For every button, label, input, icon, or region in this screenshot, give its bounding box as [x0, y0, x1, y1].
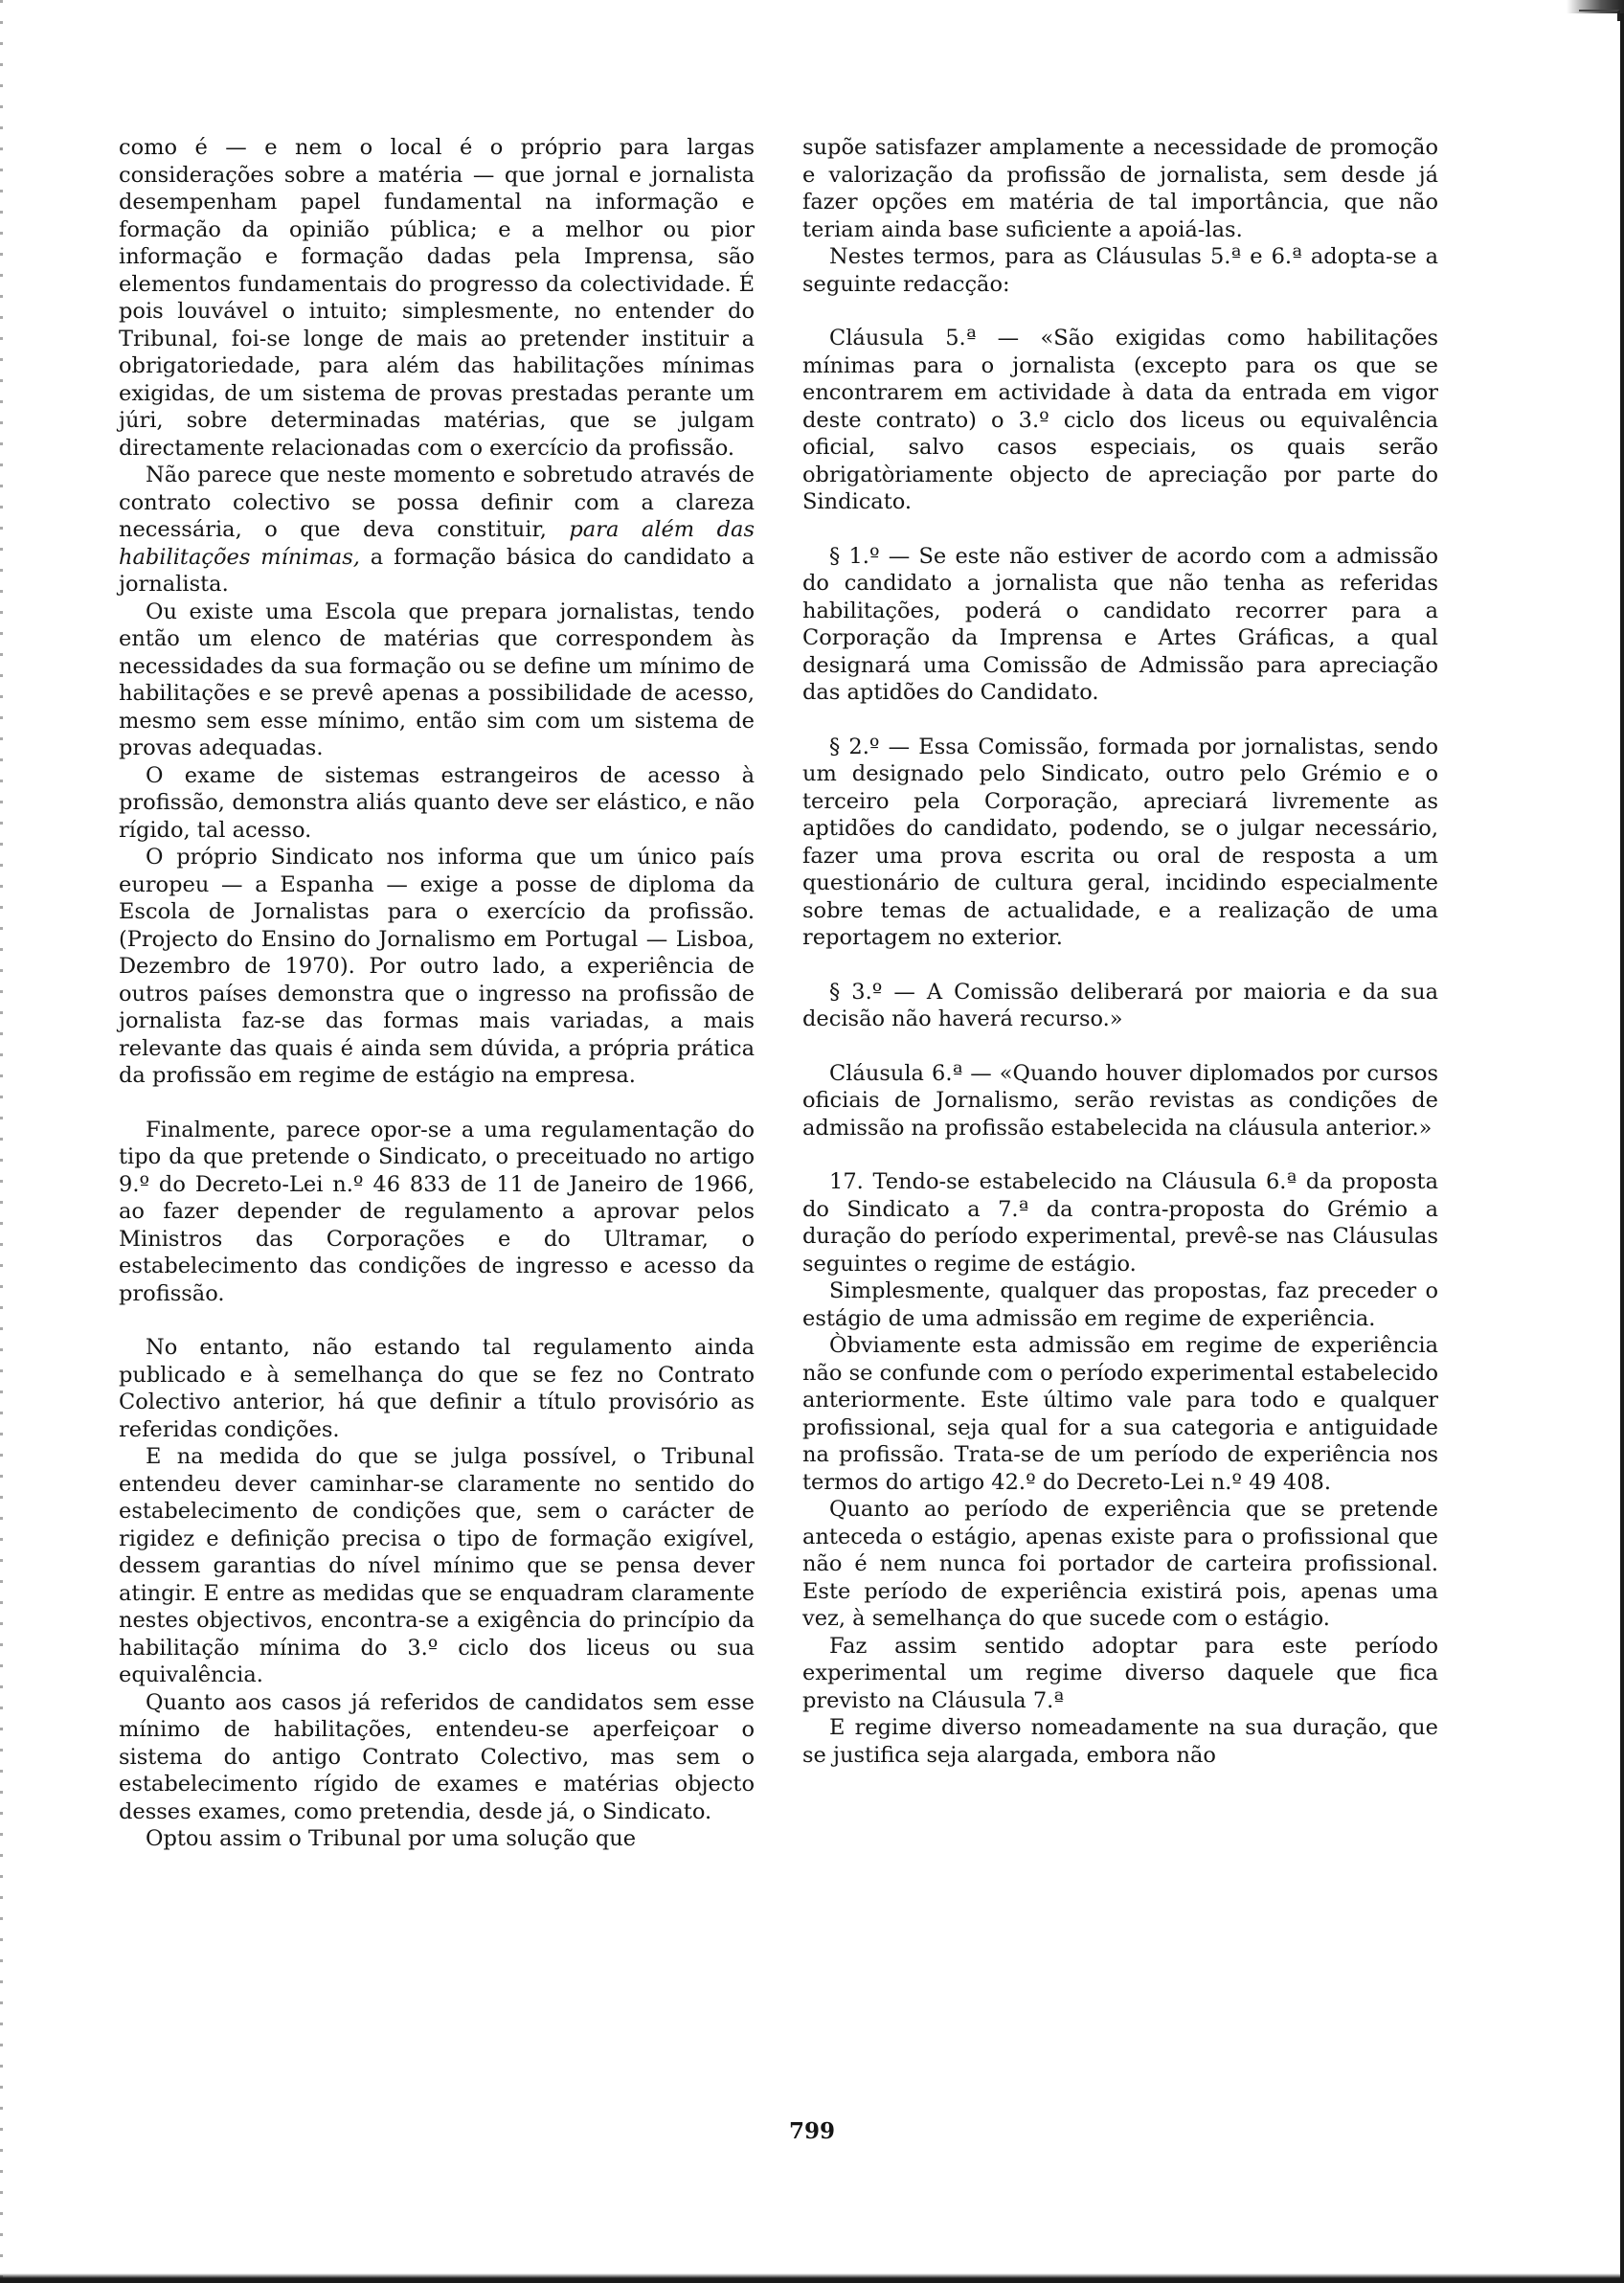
paragraph: Faz assim sentido adoptar para este período experimental um regime diverso daquele que fica previsto na Cláusula 7.ª: [802, 1633, 1438, 1713]
paragraph: No entanto, não estando tal regulamento ainda publicado e à semelhança do que se fez no Contrato Colectivo anterior, há que definir a título provisório as referidas condições.: [119, 1335, 755, 1442]
paragraph: Quanto aos casos já referidos de candidatos sem esse mínimo de habilitações, entendeu-se aperfeiçoar o sistema do antigo Contrato Colectivo, mas sem o estabelecimento rígido de exames e matérias objecto desses exames, como pretendia, desde já, o Sindicato.: [119, 1689, 755, 1824]
paragraph: Nestes termos, para as Cláusulas 5.ª e 6.ª adopta-se a seguinte redacção:: [802, 244, 1438, 297]
clause-5-section-2: § 2.º — Essa Comissão, formada por jornalistas, sendo um designado pelo Sindicato, outro pelo Grémio e o terceiro pela Corporação, apreciará livremente as aptidões do candidato, podendo, se o julgar necessário, fazer uma prova escrita ou oral de resposta a um questionário de cultura geral, incidindo especialmente sobre temas de actualidade, e a realização de uma reportagem no exterior.: [802, 734, 1438, 950]
right-column: [802, 134, 1438, 1769]
clause-5-section-1: § 1.º — Se este não estiver de acordo com a admissão do candidato a jornalista que não tenha as referidas habilitações, poderá o candidato recorrer para a Corporação da Imprensa e Artes Gráficas, a qual designará uma Comissão de Admissão para apreciação das aptidões do Candidato.: [802, 543, 1438, 705]
scan-edge-bottom: [0, 2273, 1624, 2283]
paragraph: Optou assim o Tribunal por uma solução que: [146, 1826, 637, 1851]
clause-6: Cláusula 6.ª — «Quando houver diplomados por cursos oficiais de Jornalismo, serão revistas as condições de admissão na profissão estabelecida na cláusula anterior.»: [802, 1060, 1438, 1141]
paragraph: E na medida do que se julga possível, o Tribunal entendeu dever caminhar-se claramente no sentido do estabelecimento de condições que, sem o carácter de rigidez e definição precisa o tipo de formação exigível, dessem garantias do nível mínimo que se pensa dever atingir. E entre as medidas que se enquadram claramente nestes objectivos, encontra-se a exigência do princípio da habilitação mínima do 3.º ciclo dos liceus ou sua equivalência.: [119, 1444, 755, 1687]
page-number: 799: [788, 2118, 835, 2144]
paragraph: como é — e nem o local é o próprio para largas considerações sobre a matéria — que jornal e jornalista desempenham papel fundamental na informação e formação da opinião pública; e a melhor ou pior informação e formação dadas pela Imprensa, são elementos fundamentais do progresso da colectividade. É pois louvável o intuito; simplesmente, no entender do Tribunal, foi-se longe de mais ao pretender instituir a obrigatoriedade, para além das habilitações mínimas exigidas, de um sistema de provas prestadas perante um júri, sobre determinadas matérias, que se julgam directamente relacionadas com o exercício da profissão.: [119, 135, 755, 461]
left-column: [119, 134, 755, 1853]
paragraph-text: Não parece que neste momento e sobretudo através de contrato colectivo se possa definir com a clareza necessária, o que deva constituir,: [119, 463, 755, 542]
clause-5: Cláusula 5.ª — «São exigidas como habilitações mínimas para o jornalista (excepto para os que se encontrarem em actividade à data da entrada em vigor deste contrato) o 3.º ciclo dos liceus ou equivalência oficial, salvo casos especiais, os quais serão obrigatòriamente objecto de apreciação por parte do Sindicato.: [802, 326, 1438, 514]
paragraph: [119, 462, 755, 599]
paragraph: E regime diverso nomeadamente na sua duração, que se justifica seja alargada, embora não: [802, 1715, 1438, 1768]
section-17-paragraph: 17. Tendo-se estabelecido na Cláusula 6.ª da proposta do Sindicato a 7.ª da contra-proposta do Grémio a duração do período experimental, prevê-se nas Cláusulas seguintes o regime de estágio.: [802, 1169, 1438, 1277]
paragraph: O próprio Sindicato nos informa que um único país europeu — a Espanha — exige a posse de diploma da Escola de Jornalistas para o exercício da profissão. (Projecto do Ensino do Jornalismo em Portugal — Lisboa, Dezembro de 1970). Por outro lado, a experiência de outros países demonstra que o ingresso na profissão de jornalista faz-se das formas mais variadas, a mais relevante das quais é ainda sem dúvida, a própria prática da profissão em regime de estágio na empresa.: [119, 845, 755, 1088]
paragraph: Finalmente, parece opor-se a uma regulamentação do tipo da que pretende o Sindicato, o preceituado no artigo 9.º do Decreto-Lei n.º 46 833 de 11 de Janeiro de 1966, ao fazer depender de regulamento a aprovar pelos Ministros das Corporações e do Ultramar, o estabelecimento das condições de ingresso e acesso da profissão.: [119, 1117, 755, 1306]
paragraph: O exame de sistemas estrangeiros de acesso à profissão, demonstra aliás quanto deve ser elástico, e não rígido, tal acesso.: [119, 762, 755, 843]
paragraph: Òbviamente esta admissão em regime de experiência não se confunde com o período experimental estabelecido anteriormente. Este último vale para todo e qualquer profissional, seja qual for a sua categoria e antiguidade na profissão. Trata-se de um período de experiência nos termos do artigo 42.º do Decreto-Lei n.º 49 408.: [802, 1333, 1439, 1495]
paragraph-text: a formação básica do candidato a jornalista.: [119, 544, 756, 597]
scan-edge-left: [0, 0, 3, 2283]
paragraph: Quanto ao período de experiência que se pretende anteceda o estágio, apenas existe para o profissional que não é nem nunca foi portador de carteira profissional. Este período de experiência existirá pois, apenas uma vez, à semelhança do que sucede com o estágio.: [802, 1497, 1438, 1631]
paragraph: Ou existe uma Escola que prepara jornalistas, tendo então um elenco de matérias que correspondem às necessidades da sua formação ou se define um mínimo de habilitações e se prevê apenas a possibilidade de acesso, mesmo sem esse mínimo, então sim com um sistema de provas adequadas.: [119, 599, 755, 760]
emphasis-text: para além das habilitações mínimas,: [119, 517, 756, 570]
scan-folded-corner: [1579, 10, 1620, 21]
paragraph: Simplesmente, qualquer das propostas, faz preceder o estágio de uma admissão em regime de experiência.: [802, 1278, 1438, 1331]
clause-5-section-3: § 3.º — A Comissão deliberará por maioria e da sua decisão não haverá recurso.»: [802, 979, 1438, 1031]
paragraph: supõe satisfazer amplamente a necessidade de promoção e valorização da profissão de jornalista, sem desde já fazer opções em matéria de tal importância, que não teriam ainda base suficiente a apoiá-las.: [802, 135, 1438, 242]
scan-edge-right: [1620, 0, 1624, 2283]
